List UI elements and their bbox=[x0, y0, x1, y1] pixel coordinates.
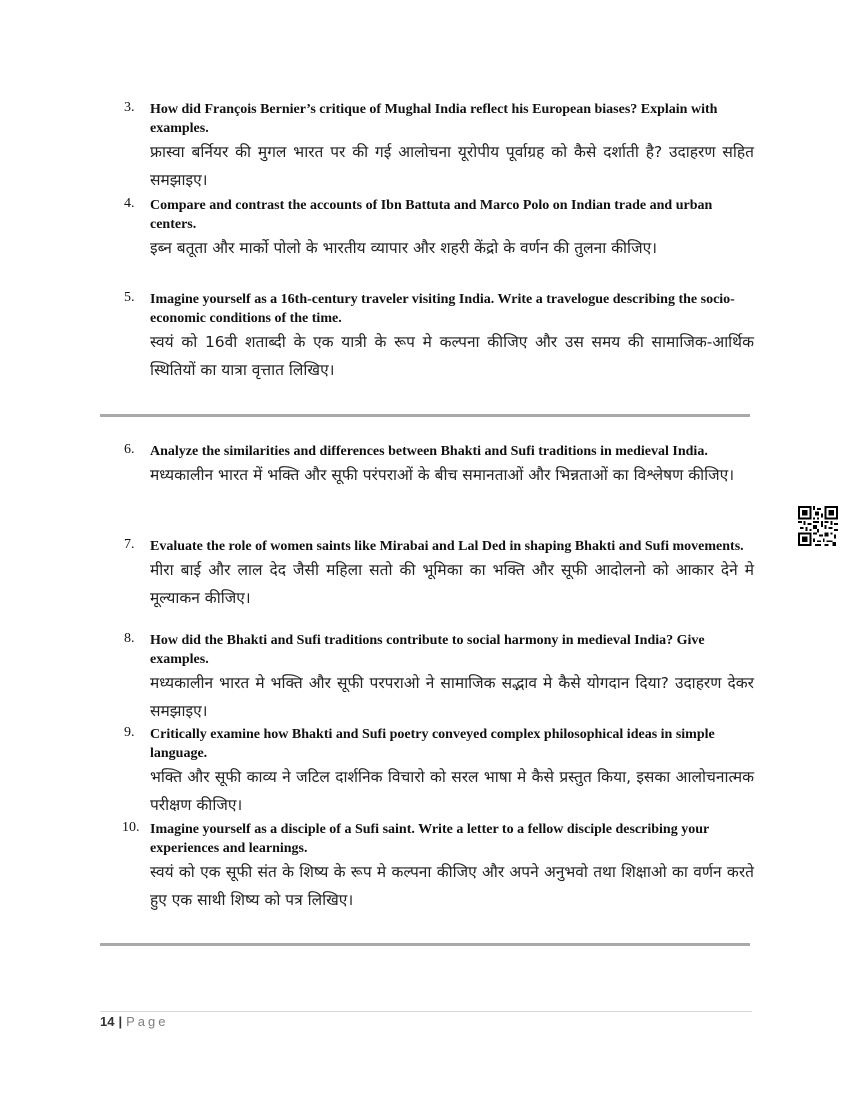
question-6 bbox=[124, 442, 754, 489]
question-english: Critically examine how Bhakti and Sufi poetry conveyed complex philosophical ideas in simple language. bbox=[150, 727, 715, 761]
question-3 bbox=[124, 100, 754, 194]
question-hindi: स्वयं को 16वी शताब्दी के एक यात्री के रूप मे कल्पना कीजिए और उस समय की सामाजिक-आर्थिक स्थितियों का यात्रा वृत्तात लिखिए। bbox=[150, 333, 754, 379]
question-10 bbox=[124, 820, 754, 914]
question-9 bbox=[124, 725, 754, 819]
question-number: 4. bbox=[124, 196, 135, 211]
question-english: Compare and contrast the accounts of Ibn Battuta and Marco Polo on Indian trade and urban centers. bbox=[150, 198, 713, 232]
question-english: Imagine yourself as a disciple of a Sufi saint. Write a letter to a fellow disciple describing your experiences and learnings. bbox=[150, 822, 709, 856]
question-hindi: मीरा बाई और लाल देद जैसी महिला सतो की भूमिका का भक्ति और सूफी आदोलनो को आकार देने मे मूल्याकन कीजिए। bbox=[150, 561, 754, 607]
question-number: 9. bbox=[124, 725, 135, 740]
question-hindi: फ्रास्वा बर्नियर की मुगल भारत पर की गई आलोचना यूरोपीय पूर्वाग्रह को कैसे दर्शाती है? उदाहरण सहित समझाइए। bbox=[150, 143, 754, 189]
question-number: 5. bbox=[124, 290, 135, 305]
question-number: 7. bbox=[124, 537, 135, 552]
question-hindi: मध्यकालीन भारत मे भक्ति और सूफी परपराओ ने सामाजिक सद्भाव मे कैसे योगदान दिया? उदाहरण देकर समझाइए। bbox=[150, 674, 754, 720]
question-number: 3. bbox=[124, 100, 135, 115]
section-divider bbox=[100, 943, 750, 946]
page-number: 14 bbox=[100, 1014, 115, 1029]
question-english: How did the Bhakti and Sufi traditions contribute to social harmony in medieval India? Give examples. bbox=[150, 633, 705, 667]
footer-separator: | bbox=[118, 1014, 123, 1029]
question-english: Imagine yourself as a 16th-century traveler visiting India. Write a travelogue describing the socio-economic conditions of the time. bbox=[150, 292, 735, 326]
question-number: 8. bbox=[124, 631, 135, 646]
question-english: Evaluate the role of women saints like Mirabai and Lal Ded in shaping Bhakti and Sufi movements. bbox=[150, 539, 744, 554]
question-7 bbox=[124, 537, 754, 612]
page-footer bbox=[100, 1014, 168, 1029]
question-english: Analyze the similarities and differences between Bhakti and Sufi traditions in medieval India. bbox=[150, 444, 708, 459]
question-number: 10. bbox=[122, 820, 140, 835]
question-8 bbox=[124, 631, 754, 725]
section-divider bbox=[100, 414, 750, 417]
question-number: 6. bbox=[124, 442, 135, 457]
qr-code-icon bbox=[797, 506, 839, 546]
question-hindi: भक्ति और सूफी काव्य ने जटिल दार्शनिक विचारो को सरल भाषा मे कैसे प्रस्तुत किया, इसका आलोचनात्मक परीक्षण कीजिए। bbox=[150, 768, 754, 814]
question-hindi: इब्न बतूता और मार्को पोलो के भारतीय व्यापार और शहरी केंद्रो के वर्णन की तुलना कीजिए। bbox=[150, 239, 658, 257]
footer-divider bbox=[100, 1011, 752, 1012]
question-4 bbox=[124, 196, 754, 262]
question-english: How did François Bernier’s critique of Mughal India reflect his European biases? Explain with examples. bbox=[150, 102, 718, 136]
question-hindi: स्वयं को एक सूफी संत के शिष्य के रूप मे कल्पना कीजिए और अपने अनुभवो तथा शिक्षाओ का वर्णन करते हुए एक साथी शिष्य को पत्र लिखिए। bbox=[150, 863, 754, 909]
question-hindi: मध्यकालीन भारत में भक्ति और सूफी परंपराओं के बीच समानताओं और भिन्नताओं का विश्लेषण कीजिए। bbox=[150, 466, 735, 484]
question-5 bbox=[124, 290, 754, 384]
page-label: Page bbox=[126, 1014, 169, 1029]
